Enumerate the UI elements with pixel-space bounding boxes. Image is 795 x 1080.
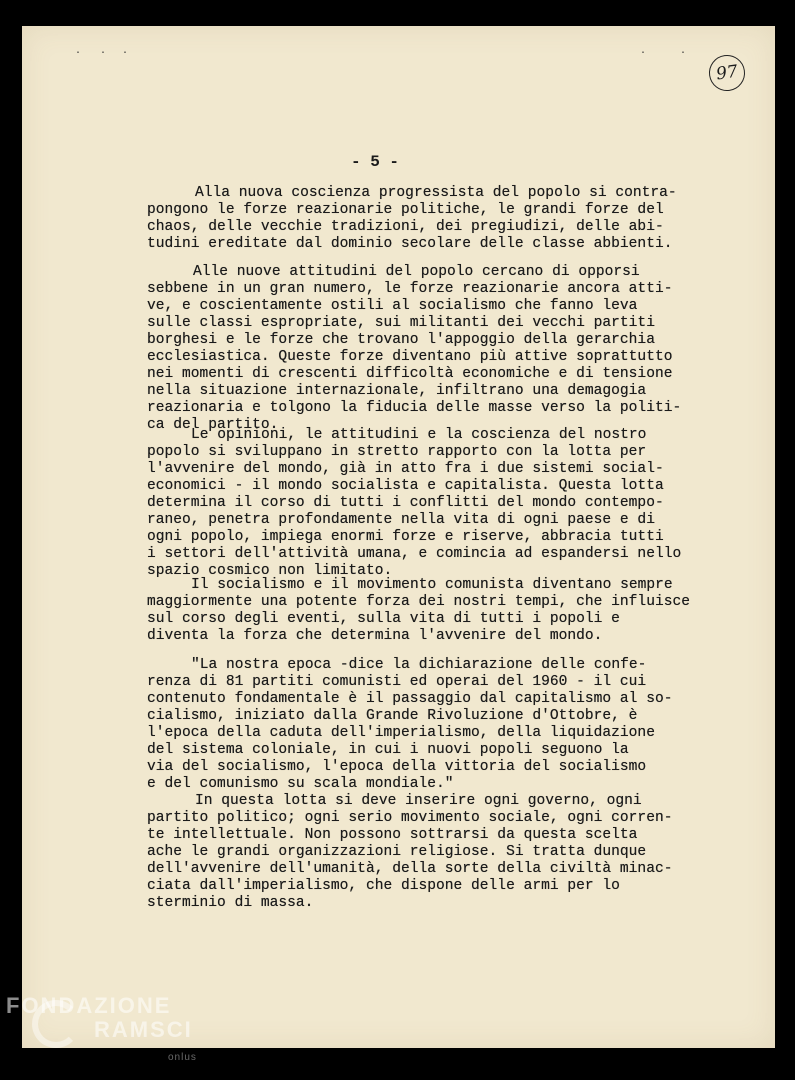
text-line: ache le grandi organizzazioni religiose. Si tratta dunque bbox=[147, 844, 647, 860]
text-line: Le opinioni, le attitudini e la coscienza del nostro bbox=[191, 427, 647, 443]
page-number: - 5 - bbox=[350, 153, 399, 171]
text-line: ogni popolo, impiega enormi forze e riserve, abbracia tutti bbox=[147, 529, 664, 545]
text-line: In questa lotta si deve inserire ogni governo, ogni bbox=[195, 793, 642, 809]
text-line: reazionaria e tolgono la fiducia delle masse verso la politi- bbox=[147, 400, 682, 416]
text-line: chaos, delle vecchie tradizioni, dei pregiudizi, delle abi- bbox=[147, 219, 664, 235]
text-line: economici - il mondo socialista e capitalista. Questa lotta bbox=[147, 478, 664, 494]
watermark-suffix: onlus bbox=[168, 1052, 197, 1063]
text-line: ve, e coscientamente ostili al socialismo che fanno leva bbox=[147, 298, 638, 314]
text-line: cialismo, iniziato dalla Grande Rivoluzione d'Ottobre, è bbox=[147, 708, 638, 724]
text-line: i settori dell'attività umana, e comincia ad espandersi nello bbox=[147, 546, 682, 562]
text-line: diventa la forza che determina l'avvenire del mondo. bbox=[147, 628, 603, 644]
text-line: ciata dall'imperialismo, che dispone delle armi per lo bbox=[147, 878, 620, 894]
text-line: Alle nuove attitudini del popolo cercano di opporsi bbox=[193, 264, 640, 280]
text-line: pongono le forze reazionarie politiche, le grandi forze del bbox=[147, 202, 664, 218]
text-line: tudini ereditate dal dominio secolare delle classe abbienti. bbox=[147, 236, 673, 252]
text-line: borghesi e le forze che trovano l'appoggio della gerarchia bbox=[147, 332, 655, 348]
text-line: contenuto fondamentale è il passaggio dal capitalismo al so- bbox=[147, 691, 673, 707]
text-line: e del comunismo su scala mondiale." bbox=[147, 776, 454, 792]
text-line: maggiormente una potente forza dei nostri tempi, che influisce bbox=[147, 594, 690, 610]
text-line: l'avvenire del mondo, già in atto fra i due sistemi social- bbox=[147, 461, 664, 477]
watermark-line1: FONDAZIONE bbox=[6, 993, 172, 1018]
text-line: determina il corso di tutti i conflitti del mondo contempo- bbox=[147, 495, 664, 511]
text-line: renza di 81 partiti comunisti ed operai del 1960 - il cui bbox=[147, 674, 647, 690]
text-line: dell'avvenire dell'umanità, della sorte della civiltà minac- bbox=[147, 861, 673, 877]
text-line: partito politico; ogni serio movimento sociale, ogni corren- bbox=[147, 810, 673, 826]
margin-mark: · bbox=[680, 48, 687, 59]
margin-mark: · bbox=[640, 48, 647, 59]
text-line: Alla nuova coscienza progressista del popolo si contra- bbox=[195, 185, 677, 201]
margin-mark: · bbox=[75, 48, 82, 59]
text-line: ca del partito. bbox=[147, 417, 279, 433]
text-line: sebbene in un gran numero, le forze reazionarie ancora atti- bbox=[147, 281, 673, 297]
text-line: sulle classi espropriate, sui militanti dei vecchi partiti bbox=[147, 315, 655, 331]
text-line: del sistema coloniale, in cui i nuovi popoli seguono la bbox=[147, 742, 629, 758]
margin-mark: · bbox=[122, 48, 129, 59]
margin-mark: · bbox=[100, 48, 107, 59]
text-line: te intellettuale. Non possono sottrarsi da questa scelta bbox=[147, 827, 638, 843]
text-line: spazio cosmico non limitato. bbox=[147, 563, 393, 579]
text-line: Il socialismo e il movimento comunista diventano sempre bbox=[191, 577, 673, 593]
text-line: nella situazione internazionale, infiltrano una demagogia bbox=[147, 383, 647, 399]
text-line: l'epoca della caduta dell'imperialismo, della liquidazione bbox=[147, 725, 655, 741]
folio-number: 97 bbox=[707, 53, 748, 94]
text-line: "La nostra epoca -dice la dichiarazione delle confe- bbox=[191, 657, 647, 673]
text-line: raneo, penetra profondamente nella vita di ogni paese e di bbox=[147, 512, 655, 528]
text-line: ecclesiastica. Queste forze diventano più attive soprattutto bbox=[147, 349, 673, 365]
text-line: nei momenti di crescenti difficoltà economiche e di tensione bbox=[147, 366, 673, 382]
watermark-line2: RAMSCI bbox=[94, 1017, 193, 1042]
text-line: sul corso degli eventi, sulla vita di tutti i popoli e bbox=[147, 611, 620, 627]
text-line: sterminio di massa. bbox=[147, 895, 314, 911]
text-line: via del socialismo, l'epoca della vittoria del socialismo bbox=[147, 759, 647, 775]
text-line: popolo si sviluppano in stretto rapporto con la lotta per bbox=[147, 444, 647, 460]
